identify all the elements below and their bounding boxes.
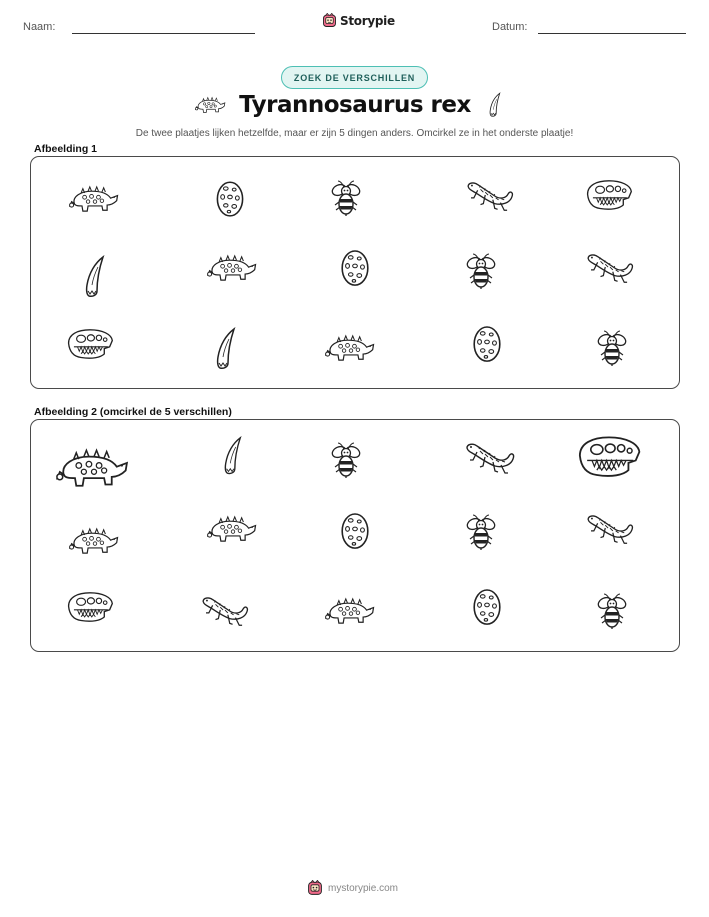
name-label: Naam: <box>23 21 56 33</box>
dinosaur-egg-icon[interactable] <box>339 508 371 552</box>
activity-badge: ZOEK DE VERSCHILLEN <box>281 66 428 89</box>
lizard-icon[interactable] <box>463 438 517 478</box>
panel1-label: Afbeelding 1 <box>34 143 98 155</box>
tooth-icon <box>488 92 502 118</box>
bee-icon[interactable] <box>592 590 632 630</box>
ankylosaurus-icon[interactable] <box>207 514 259 544</box>
panel2-label: Afbeelding 2 (omcirkel de 5 verschillen) <box>34 406 232 418</box>
lizard-icon <box>464 177 516 215</box>
brand-logo <box>322 13 395 28</box>
tooth-icon[interactable] <box>221 436 245 476</box>
lizard-icon[interactable] <box>584 510 636 548</box>
tooth-icon <box>214 327 238 371</box>
lizard-icon[interactable] <box>199 592 251 630</box>
ankylosaurus-icon[interactable] <box>69 526 121 556</box>
footer <box>307 880 398 896</box>
ankylosaurus-icon[interactable] <box>325 596 377 626</box>
trex-skull-icon <box>584 177 634 215</box>
bee-icon <box>592 327 632 367</box>
date-label: Datum: <box>492 21 528 33</box>
picture-panel-1 <box>30 156 680 389</box>
picture-panel-2 <box>30 419 680 652</box>
ankylosaurus-icon[interactable] <box>56 446 132 490</box>
footer-url[interactable]: mystorypie.com <box>328 882 399 894</box>
ankylosaurus-icon <box>325 333 377 363</box>
name-input-line[interactable] <box>72 33 255 34</box>
bee-icon[interactable] <box>326 438 366 480</box>
storypie-logo-icon <box>307 880 323 896</box>
dinosaur-egg-icon <box>214 177 246 219</box>
lizard-icon <box>584 249 636 287</box>
brand-name: Storypie <box>340 13 395 28</box>
page-title: Tyrannosaurus rex <box>239 92 471 118</box>
ankylosaurus-icon <box>195 95 227 115</box>
trex-skull-icon[interactable] <box>65 588 115 628</box>
storypie-logo-icon <box>322 13 337 28</box>
bee-icon <box>461 249 501 291</box>
dinosaur-egg-icon <box>339 245 371 289</box>
tooth-icon <box>83 255 107 299</box>
dinosaur-egg-icon <box>471 321 503 365</box>
bee-icon <box>326 177 366 217</box>
dinosaur-egg-icon[interactable] <box>471 584 503 628</box>
instructions-text: De twee plaatjes lijken hetzelfde, maar er zijn 5 dingen anders. Omcirkel ze in het onderste plaatje! <box>135 128 574 139</box>
ankylosaurus-icon <box>207 253 259 283</box>
date-input-line[interactable] <box>538 33 686 34</box>
bee-icon[interactable] <box>461 510 501 552</box>
trex-skull-icon[interactable] <box>575 428 643 488</box>
trex-skull-icon <box>65 325 115 365</box>
ankylosaurus-icon <box>69 184 121 214</box>
